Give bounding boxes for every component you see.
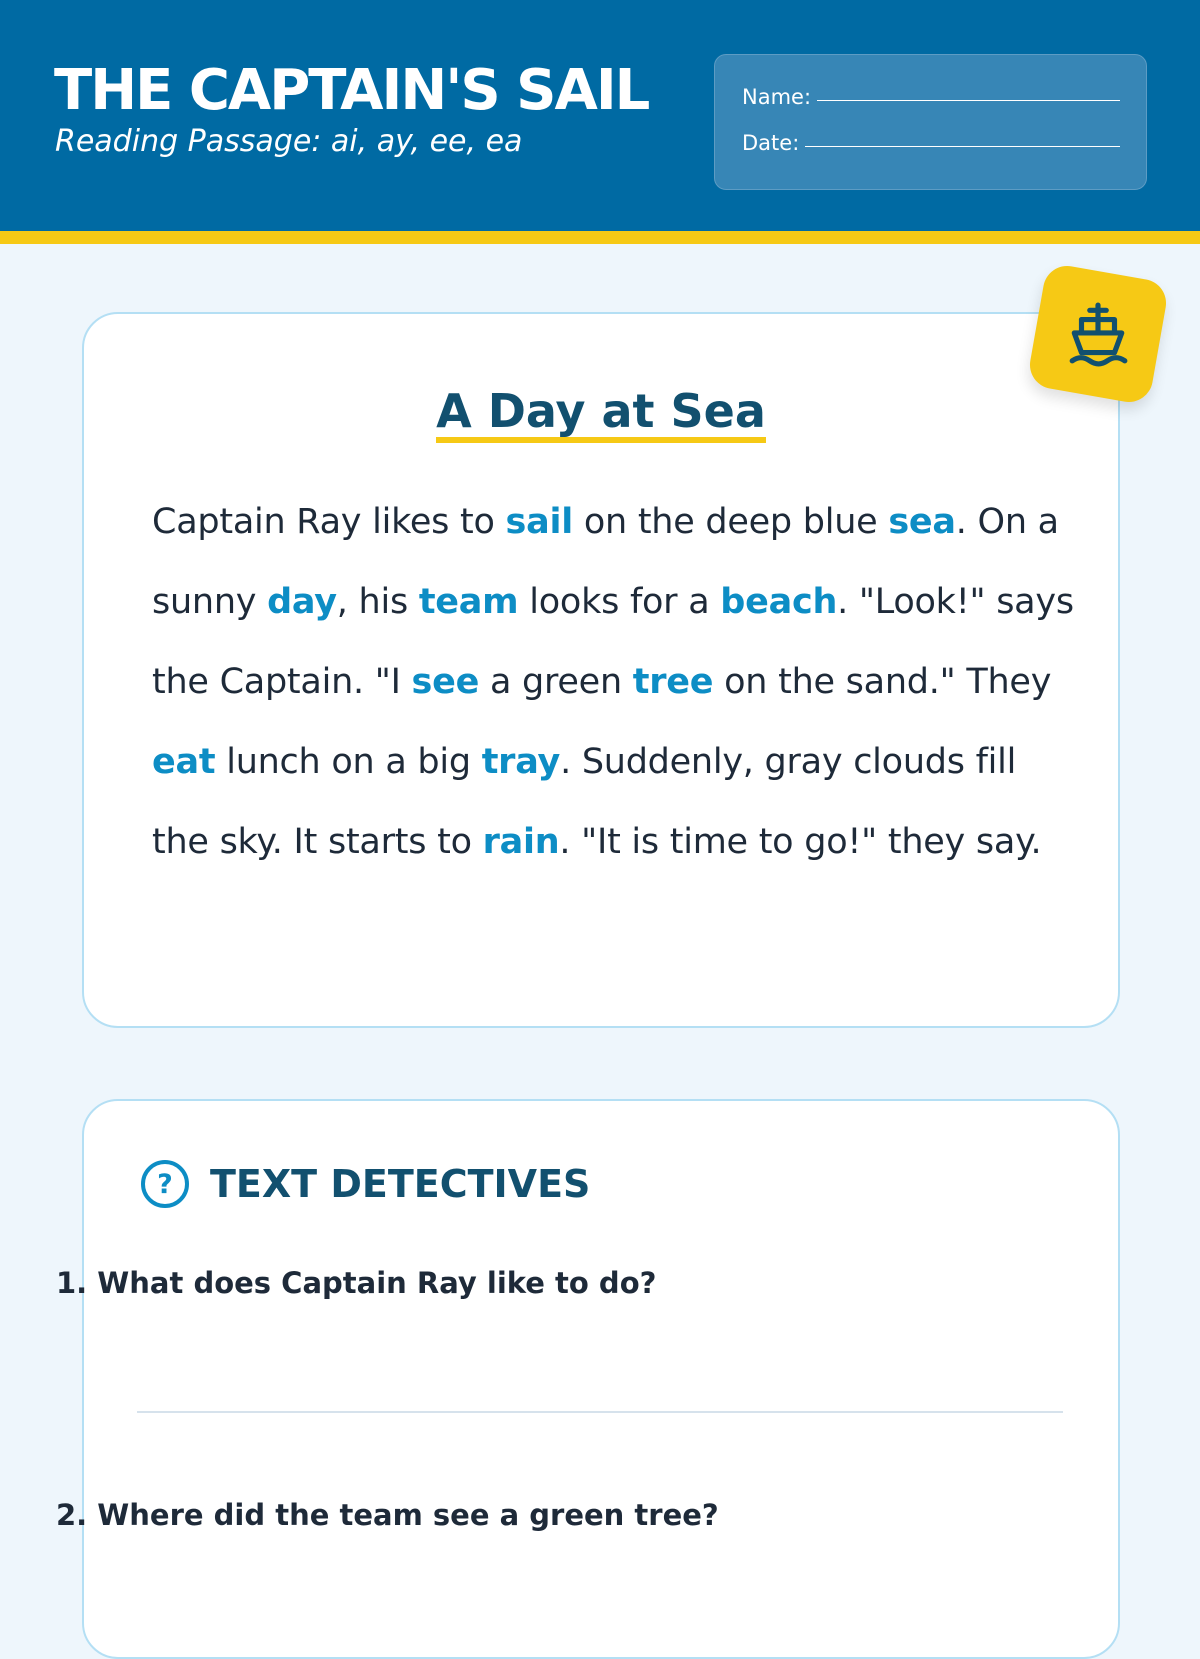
questions-header	[140, 1159, 590, 1209]
question-icon	[140, 1159, 190, 1209]
vowel-team-word: beach	[720, 582, 838, 622]
worksheet-title: THE CAPTAIN'S SAIL	[54, 58, 649, 123]
passage-title	[84, 384, 1118, 443]
svg-text:?: ?	[157, 1169, 173, 1200]
name-write-line[interactable]	[817, 100, 1120, 101]
vowel-team-word: team	[418, 582, 519, 622]
vowel-team-word: see	[411, 662, 480, 702]
date-write-line[interactable]	[805, 146, 1120, 147]
passage-text	[152, 482, 1082, 882]
passage-text-segment: on the deep blue	[572, 502, 889, 542]
vowel-team-word: rain	[482, 822, 560, 862]
question-1: 1. What does Captain Ray like to do?	[56, 1266, 657, 1300]
passage-text-segment: lunch on a big	[215, 742, 482, 782]
passage-text-segment: on the sand." They	[713, 662, 1052, 702]
vowel-team-word: sail	[505, 502, 573, 542]
passage-text-segment: , his	[336, 582, 419, 622]
questions-title: TEXT DETECTIVES	[210, 1162, 591, 1206]
passage-text-segment: Captain Ray likes to	[152, 502, 506, 542]
passage-text-segment: a green	[479, 662, 633, 702]
passage-text-segment: . Suddenly, gray clouds fill the sky. It starts to	[152, 742, 1017, 862]
name-label: Name:	[742, 85, 812, 109]
name-date-box	[714, 54, 1147, 190]
vowel-team-word: tree	[632, 662, 714, 702]
passage-text-segment: . "It is time to go!" they say.	[559, 822, 1042, 862]
ship-badge	[1026, 262, 1170, 406]
passage-text-segment: looks for a	[518, 582, 721, 622]
vowel-team-word: sea	[888, 502, 956, 542]
date-label: Date:	[742, 131, 800, 155]
worksheet-subtitle: Reading Passage: ai, ay, ee, ea	[55, 124, 523, 159]
vowel-team-word: eat	[152, 742, 216, 782]
answer-line-1[interactable]	[137, 1411, 1063, 1413]
questions-card	[82, 1099, 1120, 1659]
ship-icon	[1065, 301, 1131, 367]
passage-title-text: A Day at Sea	[436, 385, 766, 443]
question-2: 2. Where did the team see a green tree?	[56, 1498, 719, 1532]
reading-passage-card	[82, 312, 1120, 1028]
date-field[interactable]	[742, 131, 1120, 155]
passage-text-segment: . "Look!" says the Captain. "I	[152, 582, 1074, 702]
vowel-team-word: tray	[481, 742, 561, 782]
name-field[interactable]	[742, 85, 1120, 109]
vowel-team-word: day	[267, 582, 337, 622]
worksheet-header	[0, 0, 1200, 244]
passage-text-segment: . On a sunny	[152, 502, 1059, 622]
